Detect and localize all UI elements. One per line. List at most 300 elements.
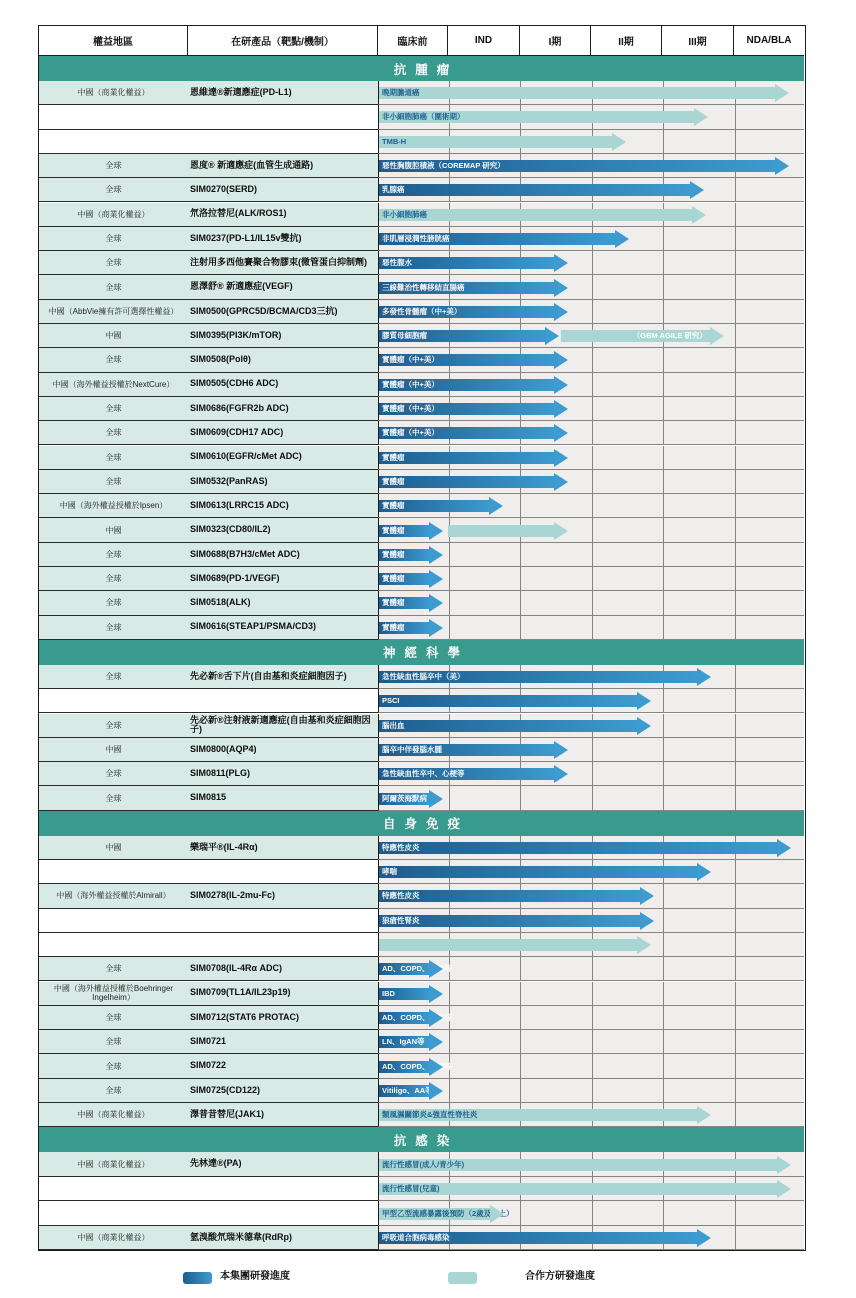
progress-arrow xyxy=(379,209,693,221)
product-label: 恩維達®新適應症(PD-L1) xyxy=(190,86,292,97)
phase-grid-cell xyxy=(378,836,804,860)
phase-grid-cell xyxy=(378,714,804,738)
arrowhead-icon xyxy=(637,936,651,954)
legend-label-group: 本集團研發進度 xyxy=(220,1271,290,1282)
product-label: SIM0508(Polθ) xyxy=(190,354,251,365)
phase-gridline xyxy=(735,178,736,201)
phase-gridline xyxy=(449,1030,450,1053)
phase-grid-cell xyxy=(378,909,804,933)
region-label: 中國（商業化權益） xyxy=(77,1159,150,1169)
indication-label: 實體瘤 xyxy=(382,549,405,559)
region-label: 全球 xyxy=(105,793,122,803)
product-label: 先必新®舌下片(自由基和炎症細胞因子) xyxy=(190,670,347,681)
indication-label: 腦卒中伴發腦水腫 xyxy=(382,744,442,754)
phase-gridline xyxy=(735,275,736,298)
arrowhead-icon xyxy=(694,108,708,126)
product-label: SIM0518(ALK) xyxy=(190,597,251,608)
arrowhead-icon xyxy=(710,327,724,345)
phase-gridline xyxy=(735,227,736,250)
phase-gridline xyxy=(735,1226,736,1250)
progress-arrow xyxy=(379,282,555,294)
phase-gridline xyxy=(520,786,521,809)
pipeline-row xyxy=(39,227,804,251)
indication-label: 腦出血 xyxy=(382,720,405,730)
row-label-cell xyxy=(39,616,378,640)
arrowhead-icon xyxy=(545,327,559,345)
region-label: 全球 xyxy=(105,1061,122,1071)
progress-arrow xyxy=(379,427,555,439)
row-label-cell xyxy=(39,1226,378,1251)
progress-arrow xyxy=(379,597,430,609)
progress-arrow xyxy=(379,306,555,318)
arrowhead-icon xyxy=(429,570,443,588)
progress-arrow xyxy=(379,720,638,732)
phase-grid-cell xyxy=(378,105,804,129)
pipeline-row xyxy=(39,567,804,591)
pipeline-row xyxy=(39,1201,804,1226)
pipeline-row xyxy=(39,689,804,713)
product-label xyxy=(188,1177,378,1201)
phase-grid-cell xyxy=(378,518,804,542)
phase-gridline xyxy=(592,397,593,420)
arrowhead-icon xyxy=(554,522,568,540)
indication-label: AD、COPD、哮喘等 xyxy=(382,964,453,974)
phase-gridline xyxy=(735,689,736,712)
indication-label: 三線難治性轉移結直腸癌 xyxy=(382,282,465,292)
progress-arrow xyxy=(379,842,778,854)
phase-gridline xyxy=(520,543,521,566)
phase-grid-cell xyxy=(378,446,804,470)
region-label: 全球 xyxy=(105,1085,122,1095)
pipeline-row xyxy=(39,762,804,786)
phase-gridline xyxy=(592,275,593,298)
row-label-cell xyxy=(39,591,378,615)
product-label: SIM0609(CDH17 ADC) xyxy=(190,427,284,438)
pipeline-row xyxy=(39,1054,804,1078)
row-label-cell xyxy=(39,884,378,908)
row-label-cell xyxy=(39,178,378,202)
indication-label: 特應性皮炎 xyxy=(382,891,420,901)
phase-grid-cell xyxy=(378,81,804,105)
pipeline-row xyxy=(39,251,804,275)
arrowhead-icon xyxy=(777,1156,791,1174)
phase-gridline xyxy=(520,1006,521,1029)
indication-label: 實體瘤（中+美） xyxy=(382,428,439,438)
progress-arrow xyxy=(379,1208,514,1220)
phase-gridline xyxy=(735,982,736,1005)
product-label: SIM0616(STEAP1/PSMA/CD3) xyxy=(190,621,317,632)
region-label: 全球 xyxy=(105,574,122,584)
phase-gridline xyxy=(735,738,736,761)
phase-gridline xyxy=(735,909,736,932)
pipeline-row xyxy=(39,300,804,324)
arrowhead-icon xyxy=(640,912,654,930)
phase-gridline xyxy=(663,300,664,323)
arrowhead-icon xyxy=(612,133,626,151)
phase-gridline xyxy=(520,957,521,980)
column-header: IND xyxy=(448,26,520,55)
pipeline-row xyxy=(39,543,804,567)
row-label-cell xyxy=(39,689,378,713)
phase-grid-cell xyxy=(378,300,804,324)
region-label xyxy=(39,860,188,883)
arrowhead-icon xyxy=(554,400,568,418)
phase-grid-cell xyxy=(378,275,804,299)
phase-gridline xyxy=(663,1201,664,1225)
product-label: 先林達®(PA) xyxy=(190,1158,242,1169)
phase-gridline xyxy=(735,543,736,566)
phase-gridline xyxy=(735,1201,736,1225)
phase-gridline xyxy=(592,421,593,444)
row-label-cell xyxy=(39,665,378,689)
arrowhead-icon xyxy=(554,424,568,442)
row-label-cell xyxy=(39,1006,378,1030)
arrowhead-icon xyxy=(429,960,443,978)
phase-gridline xyxy=(735,616,736,639)
phase-gridline xyxy=(735,786,736,809)
indication-label: 多發性骨髓瘤（中+美） xyxy=(382,306,462,316)
phase-gridline xyxy=(735,567,736,590)
region-label: 中國（商業化權益） xyxy=(77,1233,150,1243)
row-label-cell xyxy=(39,1103,378,1127)
phase-gridline xyxy=(735,591,736,614)
arrowhead-icon xyxy=(429,1058,443,1076)
phase-gridline xyxy=(735,446,736,469)
phase-gridline xyxy=(735,494,736,517)
phase-grid-cell xyxy=(378,860,804,884)
row-label-cell xyxy=(39,275,378,299)
phase-grid-cell xyxy=(378,1103,804,1127)
row-label-cell xyxy=(39,543,378,567)
row-label-cell xyxy=(39,1030,378,1054)
phase-gridline xyxy=(663,348,664,371)
phase-gridline xyxy=(735,130,736,153)
phase-gridline xyxy=(592,738,593,761)
row-label-cell xyxy=(39,81,378,105)
indication-label: 實體瘤 xyxy=(382,574,405,584)
phase-gridline xyxy=(735,470,736,493)
row-label-cell xyxy=(39,957,378,981)
column-header: 臨床前 xyxy=(378,26,448,55)
progress-arrow xyxy=(379,330,546,342)
legend-label-partner: 合作方研發進度 xyxy=(525,1271,595,1282)
indication-label: LN、IgAN等 xyxy=(382,1037,425,1047)
phase-gridline xyxy=(592,982,593,1005)
pipeline-row xyxy=(39,421,804,445)
product-label xyxy=(188,860,378,883)
phase-grid-cell xyxy=(378,689,804,713)
product-label: SIM0686(FGFR2b ADC) xyxy=(190,402,289,413)
phase-grid-cell xyxy=(378,665,804,689)
phase-gridline xyxy=(592,567,593,590)
indication-label: 非小細胞肺癌 xyxy=(382,209,427,219)
arrowhead-icon xyxy=(429,1082,443,1100)
phase-grid-cell xyxy=(378,421,804,445)
pipeline-row xyxy=(39,884,804,908)
pipeline-row xyxy=(39,130,804,154)
progress-arrow xyxy=(379,744,555,756)
phase-gridline xyxy=(592,543,593,566)
column-header: I期 xyxy=(520,26,591,55)
arrowhead-icon xyxy=(615,230,629,248)
progress-arrow xyxy=(379,890,641,902)
progress-arrow xyxy=(379,622,430,634)
pipeline-table xyxy=(38,25,806,1251)
progress-arrow xyxy=(379,233,616,245)
region-label xyxy=(39,933,188,956)
row-label-cell xyxy=(39,933,378,957)
indication-label: AD、COPD、哮喘等 xyxy=(382,1012,453,1022)
pipeline-row xyxy=(39,1226,804,1251)
progress-arrow xyxy=(379,671,698,683)
region-label: 全球 xyxy=(105,720,122,730)
phase-gridline xyxy=(735,860,736,883)
progress-arrow xyxy=(379,354,555,366)
pipeline-row xyxy=(39,909,804,933)
arrowhead-icon xyxy=(777,839,791,857)
phase-gridline xyxy=(592,300,593,323)
phase-grid-cell xyxy=(378,373,804,397)
phase-gridline xyxy=(449,616,450,639)
progress-arrow xyxy=(561,330,711,342)
progress-arrow xyxy=(379,1061,453,1073)
phase-gridline xyxy=(592,1030,593,1053)
pipeline-row xyxy=(39,1079,804,1103)
legend-swatch-partner xyxy=(448,1272,477,1284)
column-header: 權益地區 xyxy=(39,26,188,55)
region-label: 全球 xyxy=(105,233,122,243)
product-label: SIM0505(CDH6 ADC) xyxy=(190,378,279,389)
product-label: 先必新®注射液新適應症(自由基和炎症細胞因子) xyxy=(190,714,371,735)
phase-gridline xyxy=(663,786,664,809)
arrowhead-icon xyxy=(490,1205,504,1223)
product-label: SIM0722 xyxy=(190,1060,227,1071)
phase-gridline xyxy=(663,421,664,444)
section-band: 抗感染 xyxy=(39,1127,804,1152)
row-label-cell xyxy=(39,397,378,421)
indication-label: 流行性感冒(兒童) xyxy=(382,1184,440,1194)
phase-grid-cell xyxy=(378,543,804,567)
product-label: SIM0708(IL-4Rα ADC) xyxy=(190,963,283,974)
indication-label: 實體瘤 xyxy=(382,501,405,511)
indication-label: 實體瘤 xyxy=(382,598,405,608)
pipeline-row xyxy=(39,154,804,178)
phase-gridline xyxy=(663,518,664,541)
phase-gridline xyxy=(592,786,593,809)
phase-gridline xyxy=(449,591,450,614)
product-label: 澤普昔替尼(JAK1) xyxy=(190,1108,265,1119)
phase-gridline xyxy=(592,348,593,371)
region-label xyxy=(39,1201,188,1225)
progress-arrow xyxy=(379,988,430,1000)
row-label-cell xyxy=(39,786,378,810)
phase-gridline xyxy=(592,591,593,614)
region-label: 中國 xyxy=(105,744,122,754)
arrowhead-icon xyxy=(554,473,568,491)
arrowhead-icon xyxy=(775,84,789,102)
pipeline-row xyxy=(39,665,804,689)
indication-label: TMB-H xyxy=(382,136,407,146)
arrowhead-icon xyxy=(697,1106,711,1124)
pipeline-row xyxy=(39,446,804,470)
phase-gridline xyxy=(663,251,664,274)
row-label-cell xyxy=(39,909,378,933)
product-label: 氫溴酸氘瑞米德韋(RdRp) xyxy=(190,1231,292,1242)
section-band: 抗腫瘤 xyxy=(39,56,804,81)
pipeline-row xyxy=(39,1177,804,1202)
indication-label: 甲型乙型流感暴露後預防（2歲及以上） xyxy=(382,1208,514,1218)
phase-gridline xyxy=(520,494,521,517)
section-band: 自身免疫 xyxy=(39,811,804,836)
phase-gridline xyxy=(592,957,593,980)
phase-gridline xyxy=(735,957,736,980)
row-label-cell xyxy=(39,762,378,786)
arrowhead-icon xyxy=(554,279,568,297)
row-label-cell xyxy=(39,836,378,860)
phase-gridline xyxy=(592,1079,593,1102)
region-label: 全球 xyxy=(105,672,122,682)
product-label: 氘洛拉替尼(ALK/ROS1) xyxy=(190,208,287,219)
indication-label: （GBM AGILE 研究） xyxy=(632,331,707,341)
phase-gridline xyxy=(592,1201,593,1225)
phase-gridline xyxy=(592,470,593,493)
phase-grid-cell xyxy=(378,397,804,421)
phase-gridline xyxy=(735,251,736,274)
product-label: SIM0721 xyxy=(190,1035,227,1046)
indication-label: 晚期膽道癌 xyxy=(382,88,420,98)
progress-arrow xyxy=(379,866,698,878)
phase-gridline xyxy=(663,1030,664,1053)
indication-label: 乳腺癌 xyxy=(382,185,405,195)
product-label: SIM0395(PI3K/mTOR) xyxy=(190,329,282,340)
region-label xyxy=(39,130,188,153)
pipeline-row xyxy=(39,348,804,372)
product-label: SIM0815 xyxy=(190,792,227,803)
row-label-cell xyxy=(39,446,378,470)
region-label xyxy=(39,909,188,932)
pipeline-row xyxy=(39,738,804,762)
row-label-cell xyxy=(39,300,378,324)
progress-arrow xyxy=(379,573,430,585)
phase-grid-cell xyxy=(378,982,804,1006)
region-label: 全球 xyxy=(105,964,122,974)
phase-gridline xyxy=(735,421,736,444)
product-label: SIM0237(PD-L1/IL15v雙抗) xyxy=(190,232,302,243)
row-label-cell xyxy=(39,714,378,738)
phase-grid-cell xyxy=(378,470,804,494)
phase-grid-cell xyxy=(378,1226,804,1251)
product-label xyxy=(188,909,378,932)
phase-gridline xyxy=(663,616,664,639)
phase-gridline xyxy=(735,665,736,688)
progress-arrow xyxy=(379,136,613,148)
phase-grid-cell xyxy=(378,1054,804,1078)
indication-label: 實體瘤（中+美） xyxy=(382,355,439,365)
phase-grid-cell xyxy=(378,957,804,981)
phase-gridline xyxy=(520,591,521,614)
phase-gridline xyxy=(520,1030,521,1053)
arrowhead-icon xyxy=(775,157,789,175)
indication-label: IBD xyxy=(382,988,395,998)
phase-gridline xyxy=(663,1054,664,1077)
arrowhead-icon xyxy=(640,887,654,905)
arrowhead-icon xyxy=(429,594,443,612)
product-label: SIM0500(GPRC5D/BCMA/CD3三抗) xyxy=(190,305,338,316)
phase-gridline xyxy=(735,1054,736,1077)
phase-gridline xyxy=(735,518,736,541)
pipeline-row xyxy=(39,786,804,810)
phase-gridline xyxy=(663,470,664,493)
phase-gridline xyxy=(520,982,521,1005)
phase-gridline xyxy=(663,397,664,420)
phase-gridline xyxy=(520,567,521,590)
phase-grid-cell xyxy=(378,1079,804,1103)
region-label: 全球 xyxy=(105,769,122,779)
indication-label: 急性缺血性腦卒中（美） xyxy=(382,672,465,682)
indication-label: AD、COPD、哮喘等 xyxy=(382,1061,453,1071)
phase-grid-cell xyxy=(378,251,804,275)
arrowhead-icon xyxy=(429,1009,443,1027)
region-label: 中國 xyxy=(105,525,122,535)
arrowhead-icon xyxy=(429,522,443,540)
pipeline-row xyxy=(39,1103,804,1127)
region-label: 全球 xyxy=(105,428,122,438)
phase-gridline xyxy=(663,494,664,517)
product-label: SIM0712(STAT6 PROTAC) xyxy=(190,1011,300,1022)
region-label xyxy=(39,105,188,128)
progress-arrow xyxy=(379,500,490,512)
row-label-cell xyxy=(39,1079,378,1103)
row-label-cell xyxy=(39,227,378,251)
phase-gridline xyxy=(735,397,736,420)
arrowhead-icon xyxy=(692,206,706,224)
pipeline-row xyxy=(39,518,804,542)
product-label: 樂瑞平®(IL-4Rα) xyxy=(190,841,258,852)
pipeline-row xyxy=(39,836,804,860)
progress-arrow xyxy=(379,379,555,391)
indication-label: 惡性腹水 xyxy=(382,258,412,268)
pipeline-row xyxy=(39,373,804,397)
header-row xyxy=(39,26,804,56)
region-label: 全球 xyxy=(105,1012,122,1022)
column-header: III期 xyxy=(662,26,734,55)
progress-arrow xyxy=(379,452,555,464)
phase-gridline xyxy=(735,300,736,323)
pipeline-row xyxy=(39,714,804,738)
pipeline-row xyxy=(39,105,804,129)
phase-gridline xyxy=(592,494,593,517)
row-label-cell xyxy=(39,982,378,1006)
product-label: 恩度® 新適應症(血管生成通路) xyxy=(190,159,314,170)
phase-gridline xyxy=(735,373,736,396)
phase-grid-cell xyxy=(378,203,804,227)
region-label: 全球 xyxy=(105,258,122,268)
phase-gridline xyxy=(592,251,593,274)
pipeline-row xyxy=(39,591,804,615)
progress-arrow xyxy=(379,257,555,269)
progress-arrow xyxy=(379,549,430,561)
region-label: 中國（AbbVie擁有許可選擇性權益） xyxy=(48,306,179,316)
phase-grid-cell xyxy=(378,494,804,518)
indication-label: 呼吸道合胞病毒感染 xyxy=(382,1233,450,1243)
pipeline-row xyxy=(39,1030,804,1054)
row-label-cell xyxy=(39,421,378,445)
indication-label: 膠質母細胞瘤 xyxy=(382,331,427,341)
pipeline-row xyxy=(39,982,804,1006)
arrowhead-icon xyxy=(637,692,651,710)
phase-grid-cell xyxy=(378,227,804,251)
product-label: SIM0688(B7H3/cMet ADC) xyxy=(190,548,300,559)
